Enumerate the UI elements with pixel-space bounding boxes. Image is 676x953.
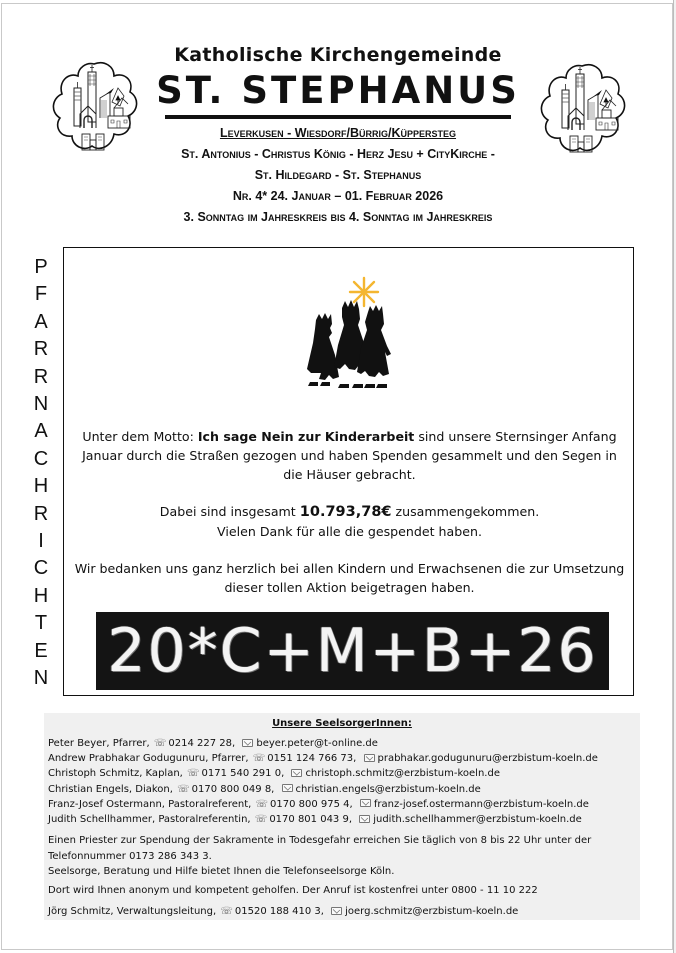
vertical-letter: N — [33, 393, 49, 416]
email-icon — [242, 739, 253, 747]
vertical-letter: H — [33, 584, 49, 607]
email-icon — [359, 815, 370, 823]
contact-email[interactable]: christian.engels@erzbistum-koeln.de — [295, 783, 481, 795]
vertical-letter: R — [33, 502, 49, 525]
chalk-blessing-text: 20*C+M+B+26 — [107, 616, 598, 686]
emergency-info — [48, 833, 636, 898]
vertical-letter: F — [34, 283, 48, 306]
sternsinger-feature — [63, 247, 634, 696]
contact-row — [48, 766, 636, 781]
contact-email[interactable]: beyer.peter@t-online.de — [256, 738, 378, 749]
three-kings-star-icon — [302, 276, 402, 396]
vertical-letter: H — [33, 475, 49, 498]
vertical-letter: I — [38, 530, 44, 553]
contacts-title: Unsere SeelsorgerInnen: — [272, 718, 412, 729]
churches-line-1: St. Antonius - Christus König - Herz Jesu + CityKirche - — [181, 147, 495, 161]
email-icon — [331, 907, 342, 915]
email-icon — [360, 799, 371, 807]
contact-email[interactable]: christoph.schmitz@erzbistum-koeln.de — [305, 768, 500, 780]
parish-logo-right-icon — [538, 60, 626, 156]
contact-phone[interactable]: 0170 800 975 4, — [270, 798, 353, 810]
churches-line-2: St. Hildegard - St. Stephanus — [254, 168, 422, 182]
contacts-panel — [44, 713, 640, 920]
feature-text — [74, 427, 625, 597]
phone-icon: ☏ — [254, 814, 268, 826]
contact-phone[interactable]: 0214 227 28, — [168, 738, 236, 749]
vertical-letter: A — [34, 420, 48, 443]
motto-intro: Unter dem Motto: — [82, 429, 198, 444]
phone-icon: ☏ — [177, 783, 190, 795]
issue-line: Nr. 4* 24. Januar – 01. Februar 2026 — [232, 189, 444, 203]
motto-body: sind unsere Sternsinger Anfang Januar durch die Straßen gezogen und haben Spenden gesammelt und den Segen in die Häuser gebracht. — [82, 429, 617, 482]
contact-name-role: Judith Schellhammer, Pastoralreferentin, — [48, 814, 251, 826]
phone-icon: ☏ — [252, 753, 266, 765]
vertical-letter: E — [34, 639, 48, 662]
counsel-line-1: Seelsorge, Beratung und Hilfe bietet Ihnen die Telefonseelsorge Köln. — [48, 866, 395, 878]
vertical-title — [28, 254, 54, 693]
email-icon — [282, 784, 293, 792]
parish-logo-left-icon — [50, 58, 138, 154]
contact-row — [48, 736, 636, 751]
contact-list — [48, 736, 636, 827]
contact-row — [48, 751, 636, 766]
amount-outro: zusammengekommen. — [391, 504, 540, 519]
phone-icon: ☏ — [255, 798, 269, 810]
parish-name: ST. STEPHANUS — [156, 69, 520, 112]
email-icon — [364, 754, 375, 762]
motto-text: Ich sage Nein zur Kinderarbeit — [197, 429, 415, 444]
org-line: Katholische Kirchengemeinde — [174, 44, 502, 66]
location-line: Leverkusen - Wiesdorf/Bürrig/Küppersteg — [219, 126, 457, 140]
contact-email[interactable]: franz-josef.ostermann@erzbistum-koeln.de — [373, 798, 589, 810]
emergency-line-1: Einen Priester zur Spendung der Sakramente in Todesgefahr erreichen Sie täglich von 8 bis 22 Uhr unter der — [48, 835, 592, 847]
vertical-letter: P — [34, 256, 48, 278]
motto-paragraph — [74, 427, 625, 484]
admin-email[interactable]: joerg.schmitz@erzbistum-koeln.de — [345, 906, 519, 918]
admin-name-role: Jörg Schmitz, Verwaltungsleitung, — [48, 906, 217, 918]
contact-phone[interactable]: 0171 540 291 0, — [201, 768, 285, 780]
thanks-paragraph: Wir bedanken uns ganz herzlich bei allen Kindern und Erwachsenen die zur Umsetzung dieser tollen Aktion beigetragen haben. — [74, 561, 625, 595]
vertical-letter: N — [33, 667, 49, 690]
emergency-line-2: Telefonnummer 0173 286 343 3. — [48, 850, 212, 862]
contact-row — [48, 797, 636, 812]
vertical-letter: A — [34, 310, 48, 333]
vertical-letter: C — [33, 447, 49, 470]
counsel-line-2: Dort wird Ihnen anonym und kompetent geholfen. Der Anruf ist kostenfrei unter 0800 - 11 10 222 — [48, 884, 538, 896]
contact-name-role: Christian Engels, Diakon, — [48, 783, 173, 795]
vertical-letter: R — [33, 365, 49, 388]
admin-contact-row — [48, 904, 636, 919]
contact-phone[interactable]: 0151 124 766 73, — [267, 753, 357, 765]
contact-email[interactable]: judith.schellhammer@erzbistum-koeln.de — [373, 814, 582, 826]
masthead — [150, 44, 526, 228]
thanks-donors: Vielen Dank für alle die gespendet haben. — [217, 524, 482, 539]
title-rule — [165, 115, 511, 119]
contact-name-role: Andrew Prabhakar Godugunuru, Pfarrer, — [48, 753, 249, 765]
vertical-letter: C — [33, 557, 49, 580]
contact-row — [48, 812, 636, 827]
vertical-letter: R — [33, 338, 49, 361]
contact-name-role: Franz-Josef Ostermann, Pastoralreferent, — [48, 798, 252, 810]
phone-icon: ☏ — [153, 738, 167, 749]
contact-phone[interactable]: 0170 800 049 8, — [191, 783, 275, 795]
amount-intro: Dabei sind insgesamt — [159, 504, 300, 519]
contact-phone[interactable]: 0170 801 043 9, — [269, 814, 353, 826]
donation-amount: 10.793,78€ — [299, 504, 392, 520]
amount-paragraph — [74, 502, 625, 541]
contact-name-role: Christoph Schmitz, Kaplan, — [48, 768, 183, 780]
email-icon — [291, 769, 302, 777]
contact-name-role: Peter Beyer, Pfarrer, — [48, 738, 150, 749]
phone-icon: ☏ — [187, 768, 200, 780]
vertical-letter: T — [34, 612, 48, 635]
chalk-blessing-banner — [96, 612, 609, 690]
admin-phone[interactable]: 01520 188 410 3, — [234, 906, 324, 918]
contact-row — [48, 782, 636, 797]
phone-icon: ☏ — [220, 906, 233, 918]
contact-email[interactable]: prabhakar.godugunuru@erzbistum-koeln.de — [377, 753, 598, 765]
sunday-line: 3. Sonntag im Jahreskreis bis 4. Sonntag im Jahreskreis — [183, 210, 493, 224]
